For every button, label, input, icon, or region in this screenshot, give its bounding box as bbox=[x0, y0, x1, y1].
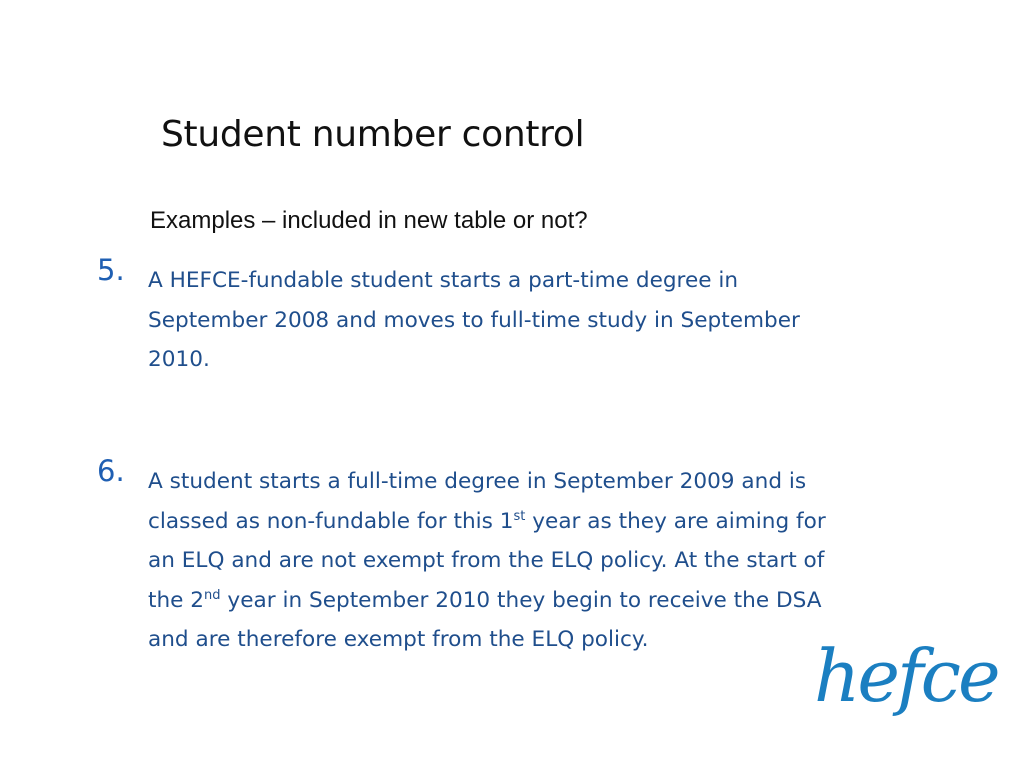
text-segment: year in September 2010 they begin to receive the DSA bbox=[220, 587, 822, 613]
text-line: 2010. bbox=[148, 347, 210, 372]
text-line: September 2008 and moves to full-time study in September bbox=[148, 307, 800, 333]
slide-title: Student number control bbox=[161, 114, 585, 155]
slide-subtitle: Examples – included in new table or not? bbox=[150, 207, 588, 234]
superscript: st bbox=[513, 508, 526, 524]
hefce-logo bbox=[814, 634, 998, 754]
text-segment: year as they are aiming for bbox=[525, 508, 826, 534]
text-segment: classed as non-fundable for this 1 bbox=[148, 508, 514, 534]
text-line: an ELQ and are not exempt from the ELQ policy. At the start of bbox=[148, 548, 825, 573]
superscript: nd bbox=[204, 587, 221, 603]
item-text bbox=[148, 462, 953, 660]
item-text bbox=[148, 261, 953, 380]
text-line bbox=[148, 581, 953, 621]
text-line: and are therefore exempt from the ELQ policy. bbox=[148, 627, 649, 652]
text-line: A HEFCE-fundable student starts a part-time degree in bbox=[148, 268, 739, 293]
text-line: A student starts a full-time degree in September 2009 and is bbox=[148, 469, 807, 494]
text-segment: the 2 bbox=[148, 587, 205, 613]
item-number: 5. bbox=[97, 253, 125, 287]
item-number: 6. bbox=[97, 454, 125, 488]
logo-wordmark: hefce bbox=[814, 634, 998, 718]
text-line bbox=[148, 502, 953, 542]
